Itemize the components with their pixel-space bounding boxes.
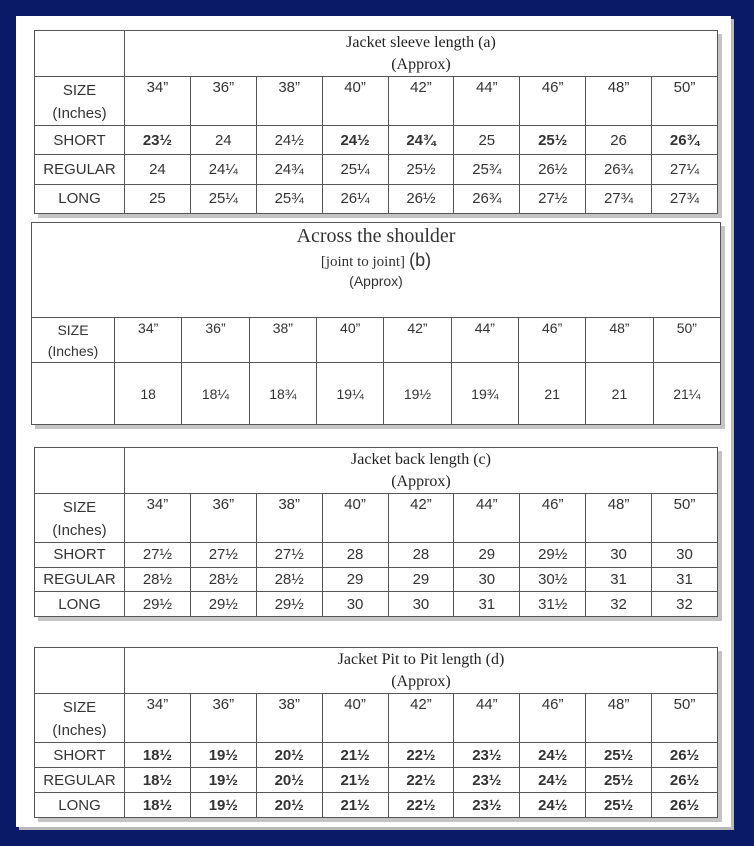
value-cell: 24¾ [256, 155, 322, 184]
back-title: Jacket back length (c) [351, 450, 491, 468]
value-cell: 18½ [125, 793, 191, 818]
value-cell: 31 [454, 592, 520, 617]
value-cell: 29 [388, 567, 454, 592]
back-short-row [35, 543, 718, 568]
size-header-cell [35, 694, 125, 743]
row-label-regular: REGULAR [35, 768, 125, 793]
row-label-long: LONG [35, 793, 125, 818]
size-header-cell [35, 494, 125, 543]
row-label-regular: REGULAR [35, 567, 125, 592]
size-header-cell [35, 77, 125, 126]
back-table-title [125, 448, 718, 494]
sleeve-size-row [35, 77, 718, 126]
value-cell: 24½ [520, 768, 586, 793]
value-cell: 26½ [652, 768, 718, 793]
size-40: 40” [316, 318, 383, 363]
size-40: 40” [322, 694, 388, 743]
value-cell: 24½ [322, 126, 388, 155]
pit-approx: (Approx) [391, 672, 451, 690]
value-cell: 24½ [256, 126, 322, 155]
value-cell: 22½ [388, 793, 454, 818]
value-cell: 21 [586, 363, 653, 425]
value-cell: 21 [518, 363, 585, 425]
size-44: 44” [451, 318, 518, 363]
size-label: SIZE [57, 322, 89, 338]
row-label-long: LONG [35, 592, 125, 617]
value-cell: 26½ [520, 155, 586, 184]
size-50: 50” [652, 494, 718, 543]
value-cell: 25¼ [322, 155, 388, 184]
value-cell: 31½ [520, 592, 586, 617]
size-50: 50” [652, 694, 718, 743]
value-cell: 23½ [454, 743, 520, 768]
shoulder-title: Across the shoulder [296, 225, 456, 247]
size-unit: (Inches) [52, 522, 107, 539]
value-cell: 31 [652, 567, 718, 592]
value-cell: 29½ [256, 592, 322, 617]
back-approx: (Approx) [391, 472, 451, 490]
size-50: 50” [652, 77, 718, 126]
value-cell: 26¼ [322, 184, 388, 213]
value-cell: 29½ [520, 543, 586, 568]
value-cell: 32 [652, 592, 718, 617]
value-cell: 19¼ [316, 363, 383, 425]
shoulder-suffix: (b) [409, 250, 432, 270]
value-cell: 27½ [125, 543, 191, 568]
size-42: 42” [388, 494, 454, 543]
value-cell: 21¼ [653, 363, 720, 425]
row-label-short: SHORT [35, 743, 125, 768]
value-cell: 26¾ [652, 126, 718, 155]
value-cell: 29½ [190, 592, 256, 617]
value-cell: 28½ [190, 567, 256, 592]
back-size-row [35, 494, 718, 543]
value-cell: 22½ [388, 743, 454, 768]
value-cell: 28 [322, 543, 388, 568]
size-label: SIZE [62, 499, 97, 516]
value-cell: 18¾ [249, 363, 316, 425]
row-label-long: LONG [35, 184, 125, 213]
shoulder-panel [31, 222, 721, 425]
size-46: 46” [520, 694, 586, 743]
size-34: 34” [125, 77, 191, 126]
value-cell: 27½ [520, 184, 586, 213]
value-cell: 25½ [520, 126, 586, 155]
size-48: 48” [586, 494, 652, 543]
sleeve-short-row [35, 126, 718, 155]
shoulder-table [31, 222, 721, 425]
value-cell: 18 [115, 363, 182, 425]
value-cell: 30 [652, 543, 718, 568]
sleeve-regular-row [35, 155, 718, 184]
size-46: 46” [520, 494, 586, 543]
value-cell: 26½ [652, 793, 718, 818]
shoulder-approx: (Approx) [349, 273, 403, 289]
value-cell: 19½ [190, 793, 256, 818]
size-44: 44” [454, 494, 520, 543]
page-frame [16, 16, 731, 827]
value-cell: 24¾ [388, 126, 454, 155]
sleeve-long-row [35, 184, 718, 213]
pit-short-row [35, 743, 718, 768]
size-34: 34” [125, 694, 191, 743]
back-length-panel [34, 447, 718, 617]
value-cell: 27¾ [652, 184, 718, 213]
value-cell: 26½ [388, 184, 454, 213]
size-48: 48” [586, 694, 652, 743]
size-unit: (Inches) [52, 722, 107, 739]
value-cell: 26¾ [454, 184, 520, 213]
value-cell: 23½ [454, 793, 520, 818]
size-48: 48” [586, 318, 653, 363]
value-cell: 25 [125, 184, 191, 213]
size-34: 34” [125, 494, 191, 543]
back-length-table [34, 447, 718, 617]
pit-title: Jacket Pit to Pit length (d) [337, 650, 505, 668]
value-cell: 27½ [256, 543, 322, 568]
value-cell: 18¼ [182, 363, 249, 425]
size-label: SIZE [62, 82, 97, 99]
value-cell: 24 [125, 155, 191, 184]
value-cell: 25½ [586, 793, 652, 818]
back-long-row [35, 592, 718, 617]
size-38: 38” [256, 694, 322, 743]
value-cell: 20½ [256, 768, 322, 793]
size-36: 36” [190, 494, 256, 543]
size-unit: (Inches) [52, 105, 107, 122]
value-cell: 24 [190, 126, 256, 155]
size-unit: (Inches) [47, 343, 99, 359]
empty-cell [32, 363, 115, 425]
size-42: 42” [388, 77, 454, 126]
value-cell: 29½ [125, 592, 191, 617]
size-50: 50” [653, 318, 720, 363]
value-cell: 21½ [322, 768, 388, 793]
size-label: SIZE [62, 699, 97, 716]
value-cell: 32 [586, 592, 652, 617]
sleeve-length-table [34, 30, 718, 214]
size-38: 38” [256, 77, 322, 126]
row-label-short: SHORT [35, 543, 125, 568]
value-cell: 30½ [520, 567, 586, 592]
shoulder-subtitle-line [32, 250, 720, 271]
shoulder-size-row [32, 318, 721, 363]
size-46: 46” [518, 318, 585, 363]
shoulder-subtitle: [joint to joint] [320, 254, 405, 270]
pit-table-title [125, 648, 718, 694]
row-label-short: SHORT [35, 126, 125, 155]
size-44: 44” [454, 694, 520, 743]
sleeve-table-title [125, 31, 718, 77]
value-cell: 21½ [322, 793, 388, 818]
value-cell: 24½ [520, 743, 586, 768]
shoulder-table-title [32, 223, 721, 318]
size-34: 34” [115, 318, 182, 363]
size-48: 48” [586, 77, 652, 126]
size-42: 42” [388, 694, 454, 743]
value-cell: 22½ [388, 768, 454, 793]
value-cell: 26½ [652, 743, 718, 768]
value-cell: 26 [586, 126, 652, 155]
value-cell: 31 [586, 567, 652, 592]
value-cell: 25½ [586, 743, 652, 768]
pit-to-pit-table [34, 647, 718, 818]
value-cell: 25½ [586, 768, 652, 793]
value-cell: 24¼ [190, 155, 256, 184]
value-cell: 25¼ [190, 184, 256, 213]
size-44: 44” [454, 77, 520, 126]
size-36: 36” [190, 694, 256, 743]
value-cell: 30 [388, 592, 454, 617]
pit-size-row [35, 694, 718, 743]
value-cell: 21½ [322, 743, 388, 768]
value-cell: 23½ [454, 768, 520, 793]
value-cell: 23½ [125, 126, 191, 155]
size-36: 36” [182, 318, 249, 363]
value-cell: 20½ [256, 743, 322, 768]
value-cell: 19½ [190, 743, 256, 768]
value-cell: 28½ [125, 567, 191, 592]
value-cell: 24½ [520, 793, 586, 818]
value-cell: 29 [454, 543, 520, 568]
size-38: 38” [256, 494, 322, 543]
back-regular-row [35, 567, 718, 592]
value-cell: 27¼ [652, 155, 718, 184]
size-46: 46” [520, 77, 586, 126]
value-cell: 25 [454, 126, 520, 155]
size-36: 36” [190, 77, 256, 126]
pit-to-pit-panel [34, 647, 718, 818]
size-42: 42” [384, 318, 451, 363]
sleeve-length-panel [34, 30, 718, 214]
value-cell: 20½ [256, 793, 322, 818]
pit-long-row [35, 793, 718, 818]
value-cell: 28½ [256, 567, 322, 592]
row-label-regular: REGULAR [35, 155, 125, 184]
value-cell: 25½ [388, 155, 454, 184]
value-cell: 25¾ [256, 184, 322, 213]
value-cell: 27½ [190, 543, 256, 568]
value-cell: 19½ [190, 768, 256, 793]
size-40: 40” [322, 77, 388, 126]
size-40: 40” [322, 494, 388, 543]
value-cell: 30 [454, 567, 520, 592]
value-cell: 19½ [384, 363, 451, 425]
value-cell: 25¾ [454, 155, 520, 184]
pit-regular-row [35, 768, 718, 793]
value-cell: 18½ [125, 743, 191, 768]
value-cell: 28 [388, 543, 454, 568]
shoulder-value-row [32, 363, 721, 425]
value-cell: 27¾ [586, 184, 652, 213]
value-cell: 26¾ [586, 155, 652, 184]
value-cell: 19¾ [451, 363, 518, 425]
sleeve-approx: (Approx) [391, 55, 451, 73]
value-cell: 30 [586, 543, 652, 568]
value-cell: 18½ [125, 768, 191, 793]
size-38: 38” [249, 318, 316, 363]
value-cell: 29 [322, 567, 388, 592]
value-cell: 30 [322, 592, 388, 617]
size-header-cell [32, 318, 115, 363]
sleeve-title: Jacket sleeve length (a) [346, 33, 496, 51]
